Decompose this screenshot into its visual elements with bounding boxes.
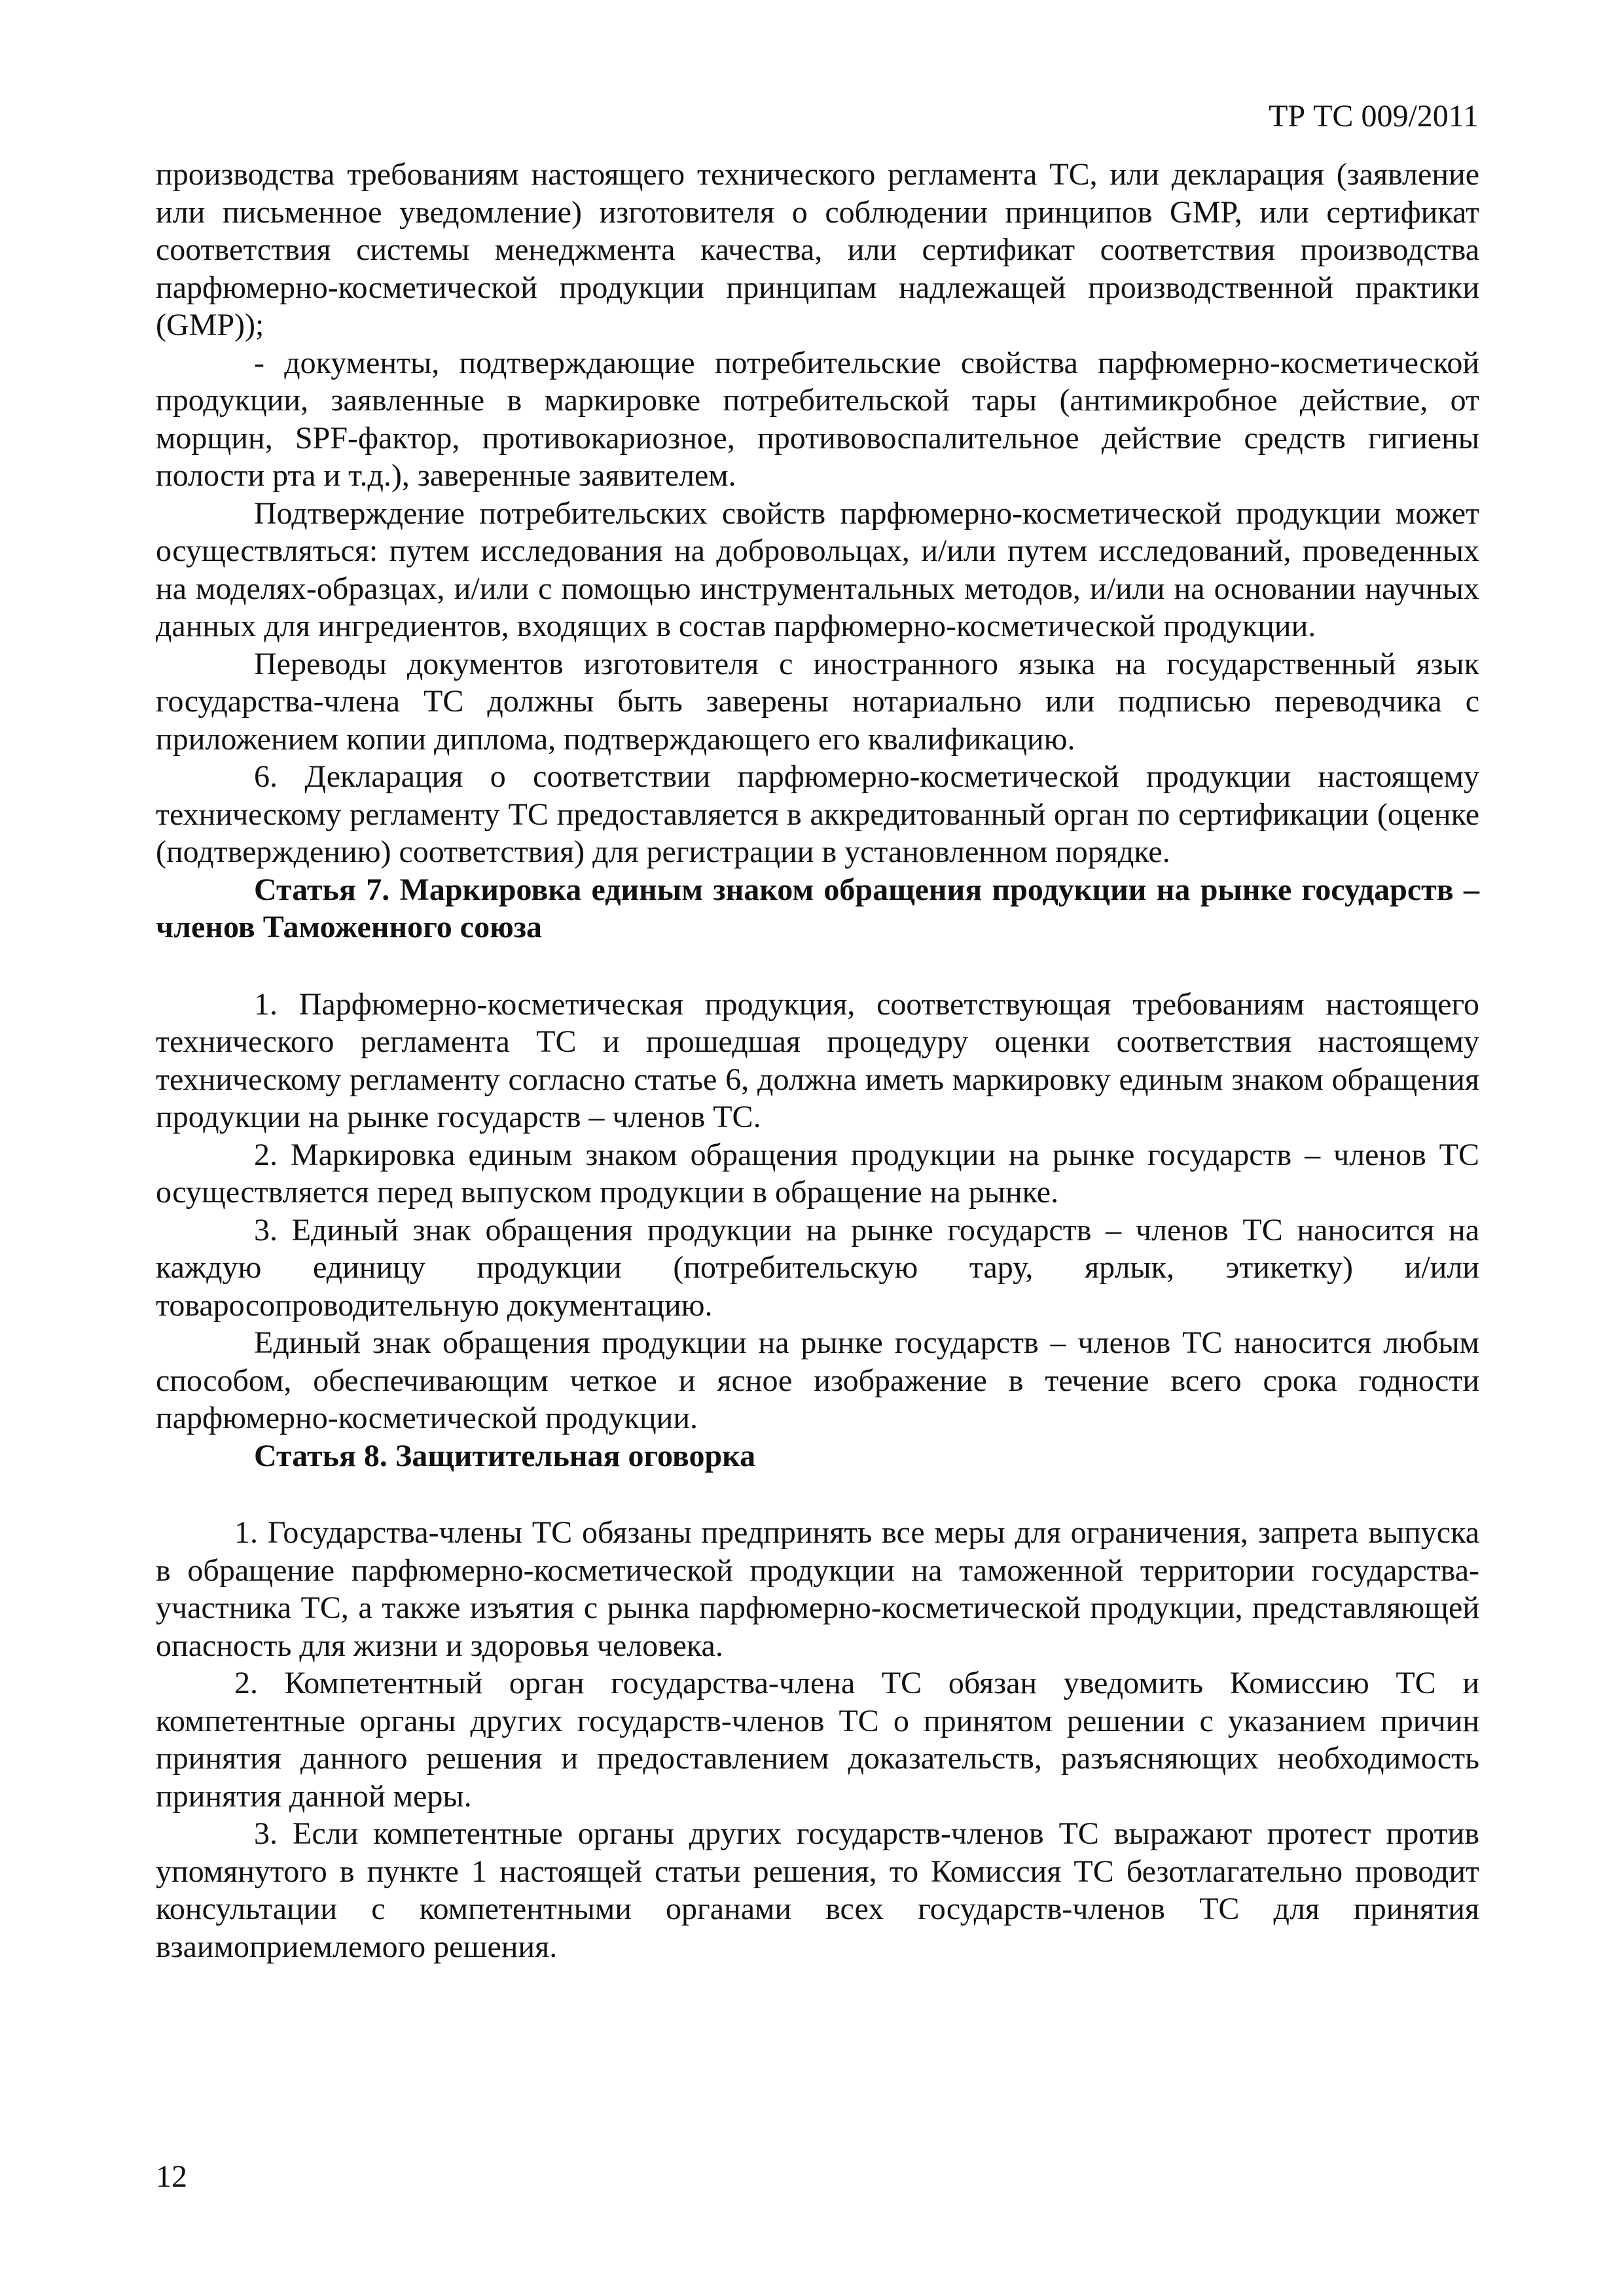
paragraph-continuation: производства требованиям настоящего технического регламента ТС, или декларация (заявление или письменное уведомление) изготовителя о соблюдении принципов GMP, или сертификат соответствия системы менеджмента качества, или сертификат соответствия производства парфюмерно-косметической продукции принципам надлежащей производственной практики (GMP)); [156,157,1479,342]
article-7-title: Статья 7. Маркировка единым знаком обращения продукции на рынке государств – членов Таможенного союза [156,872,1479,944]
article-8-paragraph-1: 1. Государства-члены ТС обязаны предпринять все меры для ограничения, запрета выпуска в обращение парфюмерно-косметической продукции на таможенной территории государства-участника ТС, а также изъятия с рынка парфюмерно-косметической продукции, представляющей опасность для жизни и здоровья человека. [156,1515,1479,1663]
article-8-title: Статья 8. Защитительная оговорка [254,1438,756,1473]
article-7-paragraph-4: Единый знак обращения продукции на рынке государств – членов ТС наносится любым способом, обеспечивающим четкое и ясное изображение в течение всего срока годности парфюмерно-косметической продукции. [156,1325,1479,1435]
paragraph-translations: Переводы документов изготовителя с иностранного языка на государственный язык государства-члена ТС должны быть заверены нотариально или подписью переводчика с приложением копии диплома, подтверждающего его квалификацию. [156,646,1479,757]
article-7-paragraph-2: 2. Маркировка единым знаком обращения продукции на рынке государств – членов ТС осуществляется перед выпуском продукции в обращение на рынке. [156,1137,1479,1210]
paragraph-consumer-documents: - документы, подтверждающие потребительские свойства парфюмерно-косметической продукции, заявленные в маркировке потребительской тары (антимикробное действие, от морщин, SPF-фактор, противокариозное, противовоспалительное действие средств гигиены полости рта и т.д.), заверенные заявителем. [156,345,1479,493]
article-8-paragraph-3: 3. Если компетентные органы других государств-членов ТС выражают протест против упомянутого в пункте 1 настоящей статьи решения, то Комиссия ТС безотлагательно проводит консультации с компетентными органами всех государств-членов ТС для принятия взаимоприемлемого решения. [156,1816,1479,1964]
document-body [156,156,1479,1965]
document-code: ТР ТС 009/2011 [1269,99,1479,134]
article-7-paragraph-3: 3. Единый знак обращения продукции на рынке государств – членов ТС наносится на каждую единицу продукции (потребительскую тару, ярлык, этикетку) и/или товаросопроводительную документацию. [156,1212,1479,1323]
article-8-paragraph-2: 2. Компетентный орган государства-члена ТС обязан уведомить Комиссию ТС и компетентные органы других государств-членов ТС о принятом решении с указанием причин принятия данного решения и предоставлением доказательств, разъясняющих необходимость принятия данной меры. [156,1666,1479,1814]
paragraph-consumer-properties: Подтверждение потребительских свойств парфюмерно-косметической продукции может осуществляться: путем исследования на добровольцах, и/или путем исследований, проведенных на моделях-образцах, и/или с помощью инструментальных методов, и/или на основании научных данных для ингредиентов, входящих в состав парфюмерно-косметической продукции. [156,495,1479,643]
article-7-paragraph-1: 1. Парфюмерно-косметическая продукция, соответствующая требованиям настоящего технического регламента ТС и прошедшая процедуру оценки соответствия настоящему техническому регламенту согласно статье 6, должна иметь маркировку единым знаком обращения продукции на рынке государств – членов ТС. [156,986,1479,1134]
paragraph-declaration: 6. Декларация о соответствии парфюмерно-косметической продукции настоящему техническому регламенту ТС предоставляется в аккредитованный орган по сертификации (оценке (подтверждению) соответствия) для регистрации в установленном порядке. [156,759,1479,869]
page-number: 12 [156,2159,187,2194]
